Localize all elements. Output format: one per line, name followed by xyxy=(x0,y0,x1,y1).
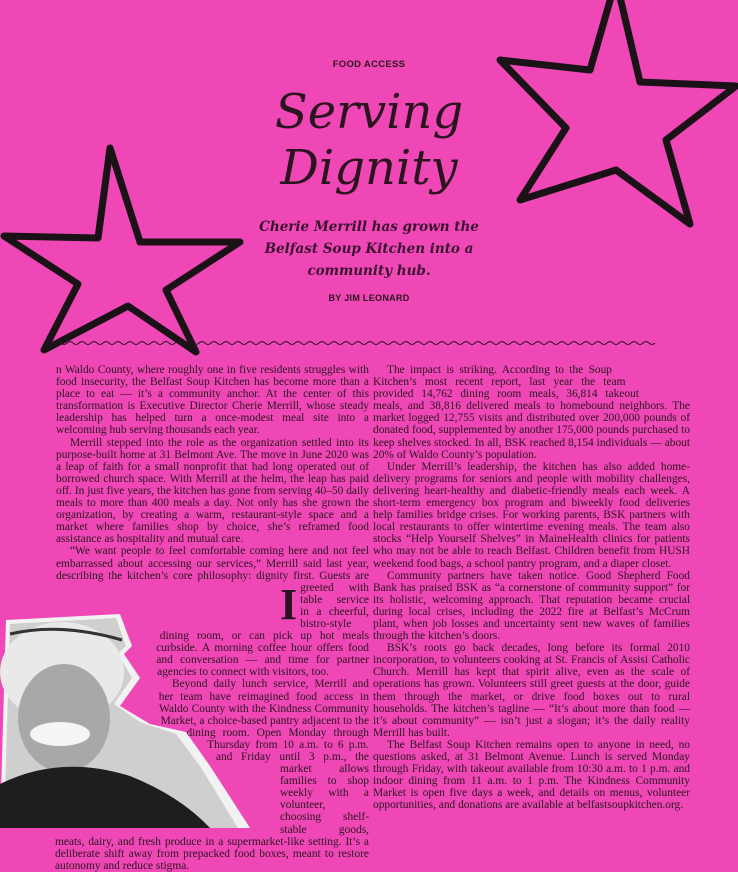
paragraph: Community partners have taken notice. Good Shepherd Food Bank has praised BSK as “a cornerstone of community support” for its holistic, welcoming approach. That reputation became crucial during local crises, including the 2022 fire at Belfast’s McCrum plant, when job losses and uncertainty sent new waves of families through the kitchen’s doors. xyxy=(373,569,690,643)
paragraph: The Belfast Soup Kitchen remains open to anyone in need, no questions asked, at 31 Belmont Avenue. Lunch is served Monday through Friday, with takeout available from 10:30 a.m. to 1 p.m. and indoor dining from 11 a.m. to 1 p.m. The Kindness Community Market is open five days a week, and details on menus, volunteer opportunities, and donations are available at belfastsoupkitchen.org. xyxy=(373,738,690,812)
paragraph: The impact is striking. According to the Soup Kitchen’s most recent report, last year the team provided 14,762 dining room meals, 36,814 takeout meals, and 38,816 delivered meals to homebound neighbors. The market logged 12,755 visits and distributed over 200,000 pounds of donated food, supplemented by another 175,000 pounds purchased to keep shelves stocked. In all, BSK reached 8,154 individuals — about 20% of Waldo County’s population. xyxy=(373,364,690,461)
dek-text: Cherie Merrill has grown the Belfast Soup Kitchen into a community hub. xyxy=(259,219,479,279)
article-dek xyxy=(0,216,738,282)
paragraph: Beyond daily lunch service, Merrill and her team have reimagined food access in Waldo County with the Kindness Community Market, a choice-based pantry adjacent to the dining room. Open Monday through Thursday from 10 a.m. to 6 p.m. and Friday until 3 p.m., the market allows families to shop weekly with a volunteer, choosing shelf-stable goods, meats, dairy, and fresh produce in a supermarket-like setting. It’s a deliberate shift away from prepacked food boxes, meant to restore autonomy and reduce stigma. xyxy=(55,678,369,872)
paragraph-text: n Waldo County, where roughly one in five residents struggles with food insecurity, the Belfast Soup Kitchen has become more than a place to eat — it’s a community anchor. At the center of this transformation is Executive Director Cherie Merrill, whose steady leadership has helped turn a once-modest meal site into a welcoming hub serving thousands each year. xyxy=(56,364,369,437)
portrait-photo xyxy=(0,606,250,828)
drop-cap: I xyxy=(280,580,298,629)
article-column-right xyxy=(373,364,690,811)
paragraph: Under Merrill’s leadership, the kitchen has also added home-delivery programs for seniors and people with mobility challenges, delivering heart-healthy and diabetic-friendly meals each week. A short-term emergency box program and biweekly food deliveries help families bridge crises. For working parents, BSK partners with local restaurants to offer wintertime evening meals. The team also stocks “Help Yourself Shelves” in MaineHealth clinics for patients who may not be able to reach Belfast. Children benefit from HUSH weekend food bags, a school pantry program, and a diaper closet. xyxy=(373,460,690,570)
title-line-1: Serving xyxy=(274,84,464,140)
byline: BY JIM LEONARD xyxy=(328,293,410,303)
section-kicker: FOOD ACCESS xyxy=(332,59,406,70)
title-line-2: Dignity xyxy=(280,140,458,196)
paragraph: BSK’s roots go back decades, long before its formal 2010 incorporation, to volunteers cooking at St. Francis of Assisi Catholic Church. Merrill has kept that spirit alive, even as the scale of operations has grown. Volunteers still greet guests at the door, guide them through the market, or drive food boxes out to rural households. The kitchen’s tagline — “It’s about more than food — it’s about community” — isn’t just a slogan; it’s the daily reality Merrill has built. xyxy=(373,642,690,739)
article-title xyxy=(0,84,738,196)
paragraph: Merrill stepped into the role as the organization settled into its purpose-built home at 31 Belmont Ave. The move in June 2020 was a leap of faith for a small nonprofit that had long operated out of borrowed church space. With Merrill at the helm, the leap has paid off. In just five years, the kitchen has gone from serving 40–50 daily meals to more than 400 meals a day. Not only has she grown the organization, by creating a warm, restaurant-style space and a market where families shop by choice, she’s reframed food assistance as hospitality and mutual care. xyxy=(56,436,369,546)
wavy-divider xyxy=(55,338,690,348)
paragraph: “We want people to feel comfortable coming here and not feel embarrassed about accessing our services,” Merrill said last year, describing the kitchen’s core philosophy: dignity first. Guests are greeted with table service in a cheerful, bistro-style dining room, or can pick up hot meals curbside. A morning coffee hour offers food and conversation — and time for partner agencies to connect with visitors, too. xyxy=(56,545,369,679)
